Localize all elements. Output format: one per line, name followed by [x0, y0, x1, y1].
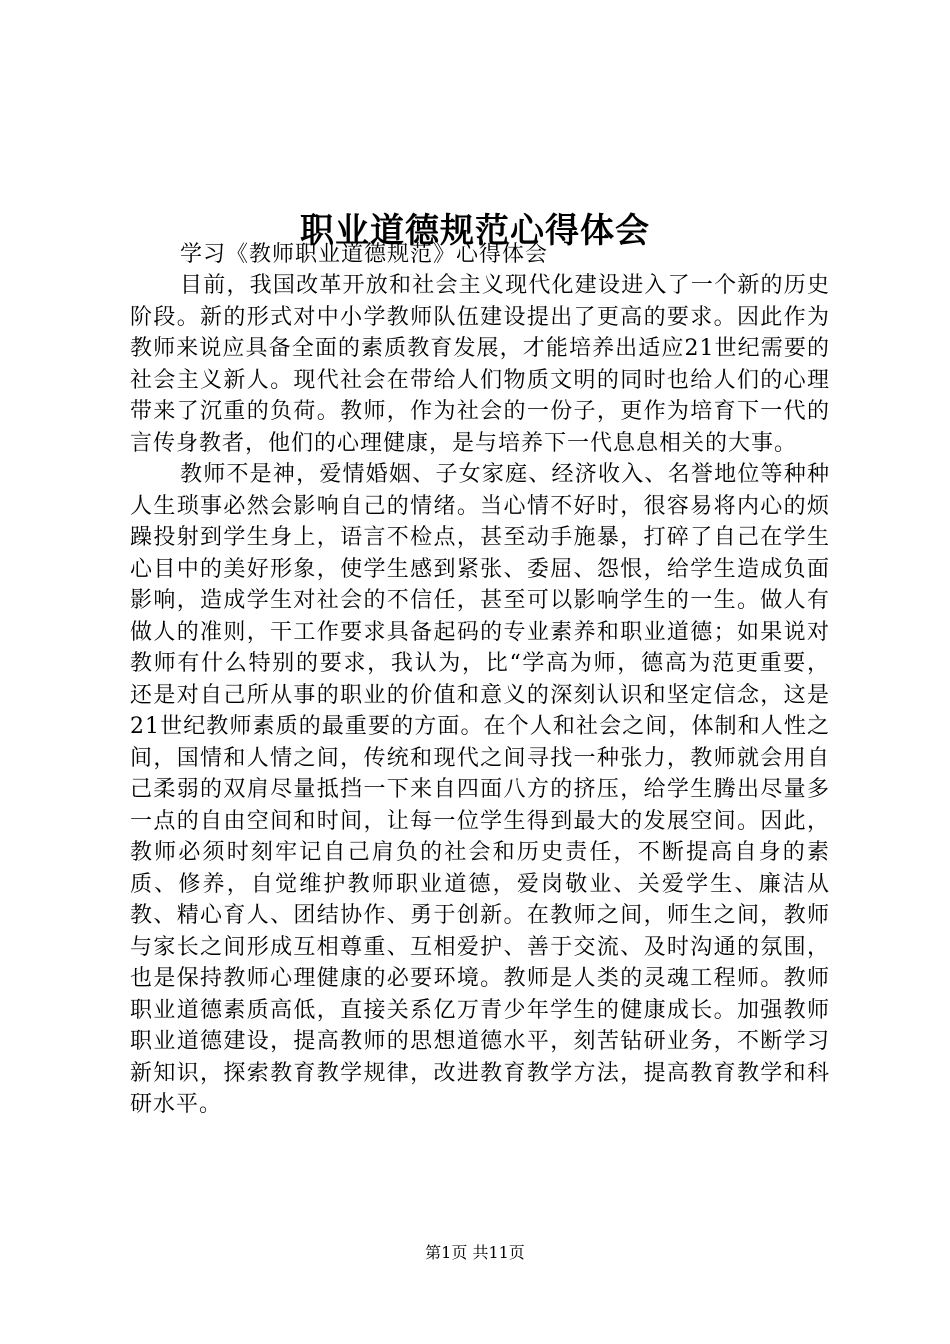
document-title: 职业道德规范心得体会	[300, 210, 650, 251]
document-body	[130, 240, 830, 1121]
page-footer: 第1页 共11页	[425, 1243, 525, 1262]
document-subtitle: 学习《教师职业道德规范》心得体会	[180, 242, 549, 267]
paragraph-2: 教师不是神，爱情婚姻、子女家庭、经济收入、名誉地位等种种人生琐事必然会影响自己的情绪。当心情不好时，很容易将内心的烦躁投射到学生身上，语言不检点，甚至动手施暴，打碎了自己在学生心目中的美好形象，使学生感到紧张、委屈、怨恨，给学生造成负面影响，造成学生对社会的不信任，甚至可以影响学生的一生。做人有做人的准则，干工作要求具备起码的专业素养和职业道德；如果说对教师有什么特别的要求，我认为，比“学高为师，德高为范更重要，还是对自己所从事的职业的价值和意义的深刻认识和坚定信念，这是21世纪教师素质的最重要的方面。在个人和社会之间，体制和人性之间，国情和人情之间，传统和现代之间寻找一种张力，教师就会用自己柔弱的双肩尽量抵挡一下来自四面八方的挤压，给学生腾出尽量多一点的自由空间和时间，让每一位学生得到最大的发展空间。因此，教师必须时刻牢记自己肩负的社会和历史责任，不断提高自身的素质、修养，自觉维护教师职业道德，爱岗敬业、关爱学生、廉洁从教、精心育人、团结协作、勇于创新。在教师之间，师生之间，教师与家长之间形成互相尊重、互相爱护、善于交流、及时沟通的氛围，也是保持教师心理健康的必要环境。教师是人类的灵魂工程师。教师职业道德素质高低，直接关系亿万青少年学生的健康成长。加强教师职业道德建设，提高教师的思想道德水平，刻苦钻研业务，不断学习新知识，探索教育教学规律，改进教育教学方法，提高教育教学和科研水平。	[130, 462, 830, 1117]
paragraph-1: 目前，我国改革开放和社会主义现代化建设进入了一个新的历史阶段。新的形式对中小学教师队伍建设提出了更高的要求。因此作为教师来说应具备全面的素质教育发展，才能培养出适应21世纪需要的社会主义新人。现代社会在带给人们物质文明的同时也给人们的心理带来了沉重的负荷。教师，作为社会的一份子，更作为培育下一代的言传身教者，他们的心理健康，是与培养下一代息息相关的大事。	[130, 273, 830, 456]
